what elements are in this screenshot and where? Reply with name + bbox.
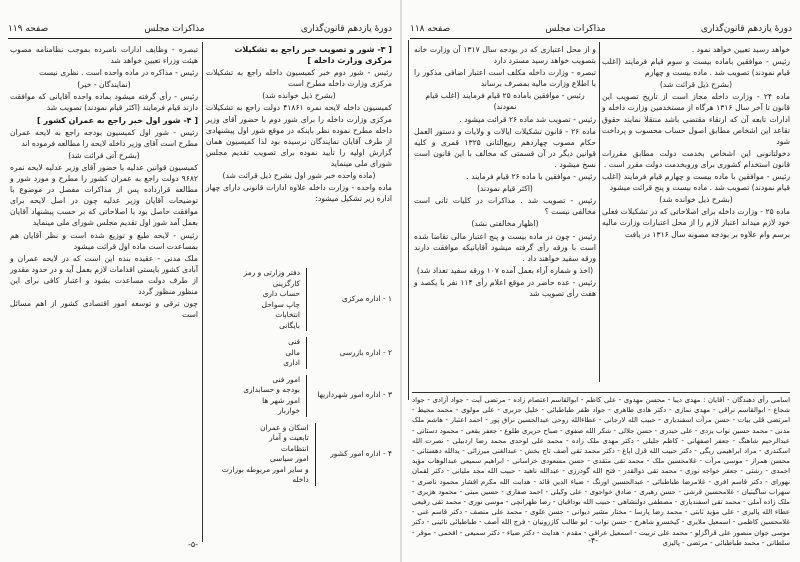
paragraph: (ماده واحده خبر شور اول بشرح ذیل قرائت شد) — [222, 171, 376, 181]
group-name: ۴ - اداره امور کشور — [330, 448, 392, 458]
group-item: اداری — [283, 358, 300, 367]
paragraph: کمیسیون قوانین عدلیه با حضور آقای وزیر عدلیه لایحه نمره ۹۶۸۲ دولت راجع به عمران کشور را مطرح و مورد شور و مطالعه قرارداده پس از مذاکرات مفصل در موضوع با توضیحات آقایان وزیر عدلیه چون در اصل لایحه برای موافقت حاصل بود با اصلاحاتی که بر حسب پیشنهاد آقایان بعمل آمد شور اول تقدیم مجلس شورای ملی مینماید — [10, 162, 198, 228]
group-item: امور سیاسی — [269, 454, 309, 463]
group-item: و سایر امور مربوطه بوزارت داخله — [221, 464, 309, 484]
group-item: فنی — [288, 337, 300, 346]
group-items — [243, 375, 307, 417]
table-group — [214, 423, 394, 486]
right-column — [602, 44, 790, 386]
right-column — [206, 44, 392, 264]
margin-line — [408, 40, 409, 400]
group-item: مالی — [285, 347, 300, 357]
header-session: دورهٔ یازدهم قانون‌گذاری — [700, 24, 792, 34]
paragraph: (اخذ و شماره آراء بعمل آمده ۱۰۷ ورقه سفید تعداد شد) — [416, 265, 594, 275]
page-footer-number: -۵- — [188, 540, 199, 549]
right-page — [402, 0, 800, 562]
organization-table — [214, 268, 394, 492]
table-group — [214, 375, 394, 417]
group-items — [283, 337, 307, 369]
paragraph: تبصره - وظایف ادارات نامبرده بموجب نظامنامه مصوب هیئت وزراء تعیین خواهد شد — [10, 45, 198, 66]
paragraph: ماده ۲۵ - وزارت داخله برای اصلاحاتی که در تشکیلات فعلی خود لازم میداند اعتبار لازم را از محل اعتبارات وزارت مالیه برسم وام علاوه بر بودجه مصوبه سال ۱۳۱۶ در یافت — [602, 207, 790, 239]
paragraph: و از محل اعتباری که در بودجه سال ۱۳۱۷ آن وزارت خانه بتصویب خواهد رسید مسترد دارد — [414, 45, 596, 66]
left-column — [414, 44, 596, 386]
group-item: تابعیت و آمار — [269, 433, 309, 442]
header-page-number: صفحه ۱۱۸ — [410, 24, 451, 34]
table-group — [214, 268, 394, 331]
paragraph: (نمایندگان - خیر) — [77, 80, 131, 90]
paragraph: کمیسیون داخله لایحه نمره ۴۱۸۶۱ دولت راجع به تشکیلات مرکزی وزارت داخله را برای شور دوم با حضور آقای وزیر داخله مطرح نموده نظر باینکه در موقع شور اول پیشنهادی از طرف آقایان نمایندگان نرسیده بود لذا کمیسیون همان گزارش اولیه را تأیید نموده برای تصویب تقدیم مجلس شورای ملی مینماید — [206, 103, 392, 168]
paragraph: (اظهار مخالفتی نشد) — [471, 219, 539, 229]
group-item: چاپ سواحل — [261, 299, 300, 309]
header-session: دورهٔ یازدهم قانون‌گذاری — [300, 24, 392, 34]
column-divider — [202, 42, 203, 542]
paragraph: خواهد رسید تعیین خواهد نمود . — [691, 45, 790, 54]
header-page-number: صفحه ۱۱۹ — [8, 24, 49, 34]
group-item: کارگزینی — [272, 278, 300, 288]
paragraph: رئیس - رأی گرفته میشود بماده واحده آقایانی که موافقت دارند قیام فرمایند (اکثر قیام نمودند) تصویب شد — [10, 92, 198, 113]
column-divider — [599, 42, 600, 382]
paragraph: (بشرح ذیل خوانده شد) — [262, 91, 336, 101]
header-title: مذاکرات مجلس — [545, 24, 606, 34]
section-heading: [ ۳- شور و تصویب خبر راجع به تشکیلات مرکزی وزارت داخله ] — [234, 45, 392, 66]
group-name: ۱ - اداره مرکزی — [342, 294, 392, 304]
paragraph: (اکثر قیام نمودند) — [477, 184, 533, 194]
group-item: حساب داری — [262, 289, 300, 298]
group-item: انتخابات — [275, 310, 300, 319]
page-header — [410, 22, 792, 39]
paragraph: رئیس - مذاکره در ماده واحده است . نظری نیست — [39, 68, 198, 78]
paragraph: رئیس - موافقین باماده بیست و سوم قیام فرمایند (اغلب قیام نمودند) تصویب شد . ماده بیست و چهارم — [602, 57, 790, 78]
group-name: ۲ - اداره بازرسی — [339, 347, 392, 357]
paragraph: رئیس - موافقین با ماده بیست و چهارم قیام فرمایند (اغلب قیام نمودند) تصویب شد . ماده بیست و پنج قرائت میشود — [602, 172, 790, 193]
group-item: بودجه و حسابداری — [243, 385, 300, 394]
group-item: امور شهر ها — [262, 395, 300, 405]
table-group — [214, 337, 394, 369]
paragraph: رئیس - شور اول کمیسیون بودجه راجع به لایحه عمران مطرح است آقای وزیر داخله لایحه را مطالعه فرموده اند — [10, 127, 198, 148]
paragraph: (بشرح آتی قرائت شد) — [68, 150, 140, 160]
paragraph: رئیس - موافقین با ماده ۲۶ قیام فرمایند . — [466, 172, 596, 182]
left-column — [10, 44, 198, 549]
paragraph: ماده ۲۴ - وزارت داخله مجاز است از تاریخ تصویب این قانون تا آخر سال ۱۳۱۶ هرگاه از مستخدمین وزارت داخله و ادارات تابعه آن که ارتقاء مقتضی باشد منتقلا نمایند حقوق تقاعد این اشخاص مطابق اصول حساب محسوب و پرداخت شود — [602, 92, 790, 146]
paragraph: رئیس - عده حاضر در موقع اعلام رأی ۱۱۴ نفر با یکصد و هفت رأی تصویب شد — [414, 277, 596, 298]
header-title: مذاکرات مجلس — [144, 24, 205, 34]
group-item: امور فنی — [272, 374, 300, 384]
paragraph: ماده ۲۶ - قانون تشکیلات ایالات و ولایات و دستور العمل حکام مصوب چهاردهم ربیع‌الثانی ۱۳۲۵ قمری و کلیه قوانین دیگر در آن قسمتی که مخالف با این قانون است نسخ میشود . — [414, 126, 597, 169]
section-heading: [ ۴- شور اول خبر راجع به عمران کشور ] — [37, 115, 198, 125]
page-footer-number: -۴- — [588, 536, 599, 545]
group-item: اسکان و عمران — [260, 422, 309, 432]
paragraph: (بشرح ذیل قرائت شد) — [659, 80, 733, 90]
paragraph: (بشرح ذیل خوانده شد) — [659, 195, 733, 205]
paragraph: چون ترقی و توسعه امور اقتصادی کشور از اهم مسائل است — [10, 299, 198, 320]
paragraph: رئیس - موافقین باماده ۲۵ قیام فرمایند (اغلب قیام نمودند) — [425, 91, 585, 112]
paragraph: ملک مدنی - عقیده بنده این است که در لایحه عمران و آبادی کشور بایستی اقدامات لازم بعمل آید و در حدود مقدور از طرف دولت مساعدت بشود و اعتبار کافی برای این منظور منظور گردد — [10, 253, 198, 296]
voters-list: اسامی رأی دهندگان - آقایان : مهدی دیبا - محسن مهدوی - علی کاظم - ابوالقاسم اعتصام زاده - مرتضی آیت - جواد آزادی - جواد شجاع - ابوالقاسم نراقی - مهدی نمازی - دکتر هادی طاهری - جواد ظفر طباطبائی - خلیل جزبری - علی مولوی - محمد محیط - امرتضی قلی بیات - حسن مرآت اسفندیاری - حبیب الله لارجانی - عطاءالله روحی عبدالحسین نراق پور - احمد اعتبار - هاشم ملک مدنی - محمد حسین نواب یزدی - علی حیدری - حسن جلالی - شکر الله صفوی - صباح حریری طلوع - جعفر بقعی - محمود دستانی - عبدالرحیم شاهنگ - جعفر اصفهانی - کاظم جلیلی - دکتر مهدی ملک زاده - محمد علی لوحدی محمد رضا اردبیلی - نصرت الله اسکندری - مراد ابراهیمی ریگی - دکتر حبیب الله قزل اپاغ - دکتر محمد تقی آصف تاج بخش - عبدالغنی میرزائی - یدالله دهستانی - محسن همراز - موسی مرآت - غلامحسین ملک - محمد تقی متقدی - حسن مسعودی خراسانی - ابراهیم سمیعی عبدالوهاب مؤید احمدی - رشتی - جعفر خواجه نوری - محمد تقی ذوالقدر - فتح الله گودرزی - عبدالله ناهید - حبیب الله مجد ملیانی - دکتر لقمان نهورای - دکتر قاسم افری - غلامرضا طباطبائی - عبدالحسین اورنگ - ضیاء الدین قائد - هدایت الله مکرم افشار محمود ناصری - سهراب ساگینیان - غلامحسین قرشی - حسن رهبری - صادق خواجوی - علی وکیلی - احمد صفاری - حسین مبتی - محمود هژبری - ملک زاده آملی - محمد تقی اسفندیاری - مصطفی دولتشاهی - حبیب الله بوداقیان - رضا طهرانچی - موسی نوری - محمد تقی رفیعی عطاء الله پالیزی - علی مؤید ثابتی - محمد رضا پارسا - مختار مشیر دیوانی - حسن علوی - محمد علی منصف - دکتر قاسم غنی - غلامحسین کاظمی - اسمعیل ملایری - کیخسرو شاهرخ - حسن نواب - ابو طالب کازرونیان - فرج الله آصف - طباطبائی نائینی - دکتر موسی جوان منصور علی قراگزلو - محمد علی تربیت - اسمعیل عراقی - مقدم - هدایت - دکتر ضیاء - دکتر سمیعی - افخمی - موقر - سلطانی - محمد طباطبائی - مرتضی - پالیزی — [412, 392, 790, 520]
paragraph: ماده واحده - وزارت داخله علاوه ادارات قانونی دارای چهار اداره زیر تشکیل میشود: — [206, 183, 392, 204]
group-item: دفتر وزارتی و رمز — [243, 268, 300, 277]
paragraph: رئیس - تصویب شد ماده ۲۶ قرائت میشود . — [459, 114, 596, 124]
paragraph: دخولتانونی این اشخاص بخدمت دولت مطابق مقررات قانون استخدام کشوری برای وروبخدمت دولت مقرر است . — [602, 148, 790, 169]
paragraph: رئیس - شور دوم خبر کمیسیون داخله راجع به تشکیلات مرکزی وزارت داخله مطرح است — [206, 68, 392, 89]
group-item: خواربار — [278, 406, 300, 415]
group-item: انتظامات — [280, 443, 309, 453]
group-item: بایگانی — [279, 320, 300, 330]
group-items — [214, 423, 316, 486]
paragraph: رئیس - تصویب شد . مذاکرات در کلیات ثانی است مخالفی نیست ؟ — [414, 196, 596, 217]
page-header — [8, 22, 392, 39]
paragraph: رئیس - لایحه طبع و توزیع شده است و نظر آقایان هم بمساعدت است ماده اول قرائت میشود — [10, 230, 198, 251]
paragraph: رئیس - چون در ماده بیست و پنج اعتبار مالی تقاضا شده است با ورقه رأی گرفته میشود آقایانیکه موافقت دارند ورقه سفید خواهند داد . — [414, 231, 596, 263]
group-items — [244, 268, 307, 331]
paragraph: تبصره - وزارت داخله مکلف است اعتبار اضافی مذکور را با اطلاع وزارت مالیه بمصرف برساند — [414, 68, 596, 89]
group-name: ۳ - اداره امور شهرداریها — [317, 390, 392, 400]
